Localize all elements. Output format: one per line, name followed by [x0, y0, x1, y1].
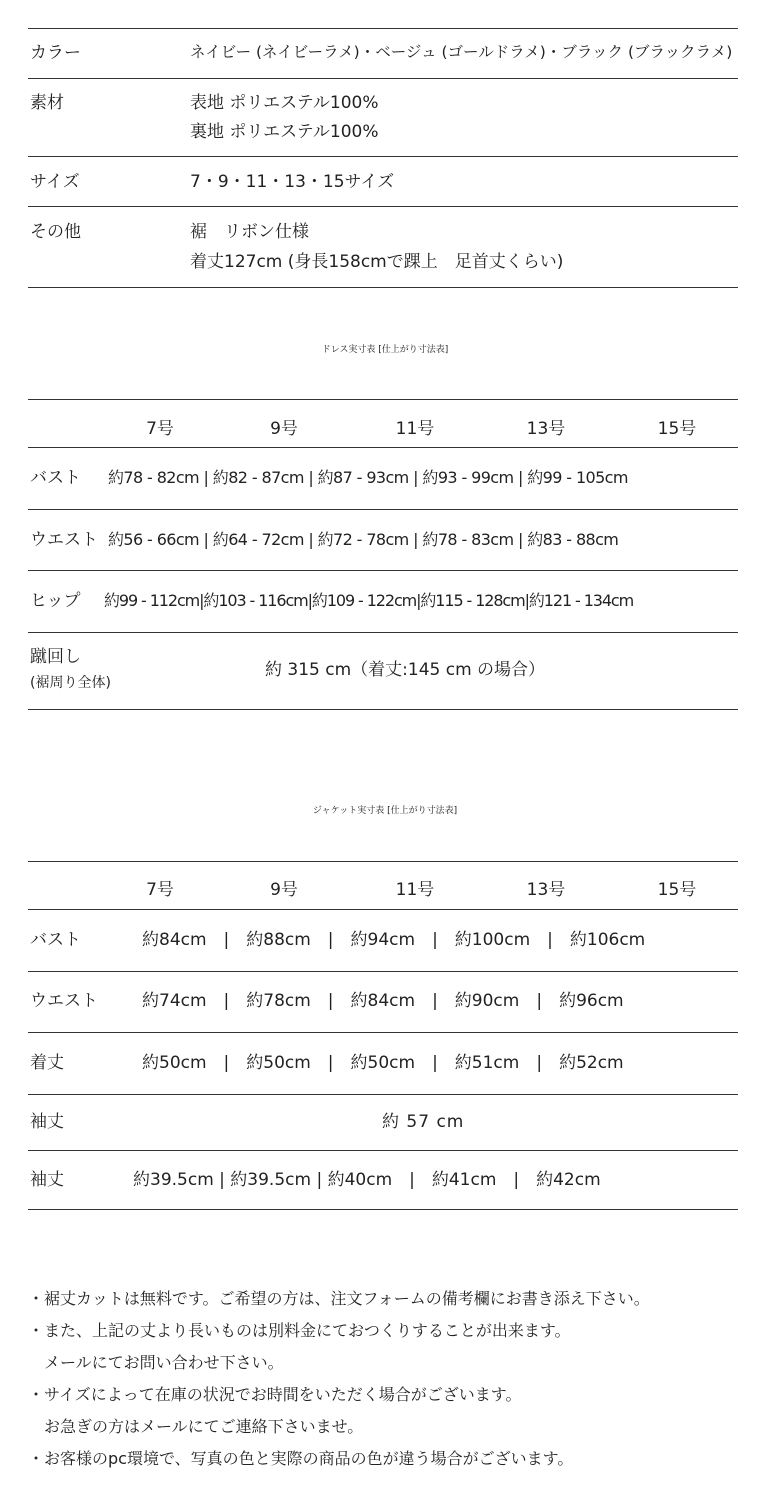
dress-row-values: 約99 - 112cm|約103 - 116cm|約109 - 122cm|約115 - 128cm|約121 - 134cm [104, 591, 634, 610]
note-line: メールにてお問い合わせ下さい。 [28, 1353, 284, 1372]
divider [28, 1209, 738, 1210]
divider [28, 206, 738, 207]
size-header: 15号 [657, 880, 697, 900]
jacket-table-title: ジャケット実寸表 [仕上がり寸法表] [312, 806, 458, 816]
dress-row-values: 約78 - 82cm | 約82 - 87cm | 約87 - 93cm | 約93 - 99cm | 約99 - 105cm [108, 468, 628, 487]
spec-value-other-1: 裾 リボン仕様 [190, 222, 309, 242]
divider [28, 1150, 738, 1151]
dress-hem-label: 蹴回し [30, 647, 81, 667]
note-line: ・また、上記の丈より長いものは別料金にておつくりすることが出来ます。 [28, 1321, 571, 1340]
spec-label-material: 素材 [30, 93, 64, 113]
size-header: 13号 [526, 880, 566, 900]
dress-row-label: ヒップ [30, 591, 81, 611]
size-header: 7号 [146, 880, 174, 900]
divider [28, 1094, 738, 1095]
dress-hem-value: 約 315 cm（着丈:145 cm の場合） [265, 660, 546, 680]
jacket-row-values: 約84cm | 約88cm | 約94cm | 約100cm | 約106cm [142, 930, 646, 950]
size-header: 9号 [270, 880, 298, 900]
dress-row-label: バスト [30, 468, 81, 488]
note-line: ・お客様のpc環境で、写真の色と実際の商品の色が違う場合がございます。 [28, 1449, 574, 1468]
note-line: ・裾丈カットは無料です。ご希望の方は、注文フォームの備考欄にお書き添え下さい。 [28, 1289, 650, 1308]
jacket-row-values: 約50cm | 約50cm | 約50cm | 約51cm | 約52cm [142, 1053, 624, 1073]
spec-label-size: サイズ [30, 172, 80, 192]
divider [28, 570, 738, 571]
size-header: 7号 [146, 419, 174, 439]
dress-hem-sublabel: (裾周り全体) [30, 675, 111, 691]
spec-value-material-1: 表地 ポリエステル100% [190, 93, 379, 113]
jacket-row-label: ウエスト [30, 991, 98, 1011]
divider [28, 156, 738, 157]
divider [28, 399, 738, 400]
note-line: ・サイズによって在庫の状況でお時間をいただく場合がございます。 [28, 1385, 522, 1404]
divider [28, 632, 738, 633]
divider [28, 1032, 738, 1033]
jacket-row-label: 着丈 [30, 1053, 64, 1073]
divider [28, 971, 738, 972]
size-header: 9号 [270, 419, 298, 439]
jacket-row-label: 袖丈 [30, 1112, 64, 1132]
spec-label-color: カラー [30, 43, 81, 63]
dress-row-label: ウエスト [30, 530, 98, 550]
spec-label-other: その他 [30, 222, 81, 242]
jacket-row-label: 袖丈 [30, 1170, 64, 1190]
divider [28, 861, 738, 862]
jacket-row-values: 約39.5cm | 約39.5cm | 約40cm | 約41cm | 約42cm [133, 1170, 601, 1190]
note-line: お急ぎの方はメールにてご連絡下さいませ。 [28, 1417, 364, 1436]
divider [28, 447, 738, 448]
dress-row-values: 約56 - 66cm | 約64 - 72cm | 約72 - 78cm | 約78 - 83cm | 約83 - 88cm [108, 530, 619, 549]
size-header: 13号 [526, 419, 566, 439]
size-header: 11号 [395, 880, 435, 900]
spec-value-other-2: 着丈127cm (身長158cmで踝上 足首丈くらい) [190, 252, 564, 272]
divider [28, 28, 738, 29]
size-header: 15号 [657, 419, 697, 439]
divider [28, 909, 738, 910]
divider [28, 287, 738, 288]
divider [28, 509, 738, 510]
spec-value-color: ネイビー (ネイビーラメ)・ベージュ (ゴールドラメ)・ブラック (ブラックラメ) [190, 43, 733, 61]
divider [28, 709, 738, 710]
spec-value-size: 7・9・11・13・15サイズ [190, 172, 395, 192]
size-header: 11号 [395, 419, 435, 439]
spec-value-material-2: 裏地 ポリエステル100% [190, 122, 379, 142]
jacket-row-label: バスト [30, 930, 81, 950]
dress-table-title: ドレス実寸表 [仕上がり寸法表] [321, 345, 449, 355]
jacket-row-values: 約 57 cm [382, 1112, 465, 1132]
divider [28, 78, 738, 79]
jacket-row-values: 約74cm | 約78cm | 約84cm | 約90cm | 約96cm [142, 991, 624, 1011]
